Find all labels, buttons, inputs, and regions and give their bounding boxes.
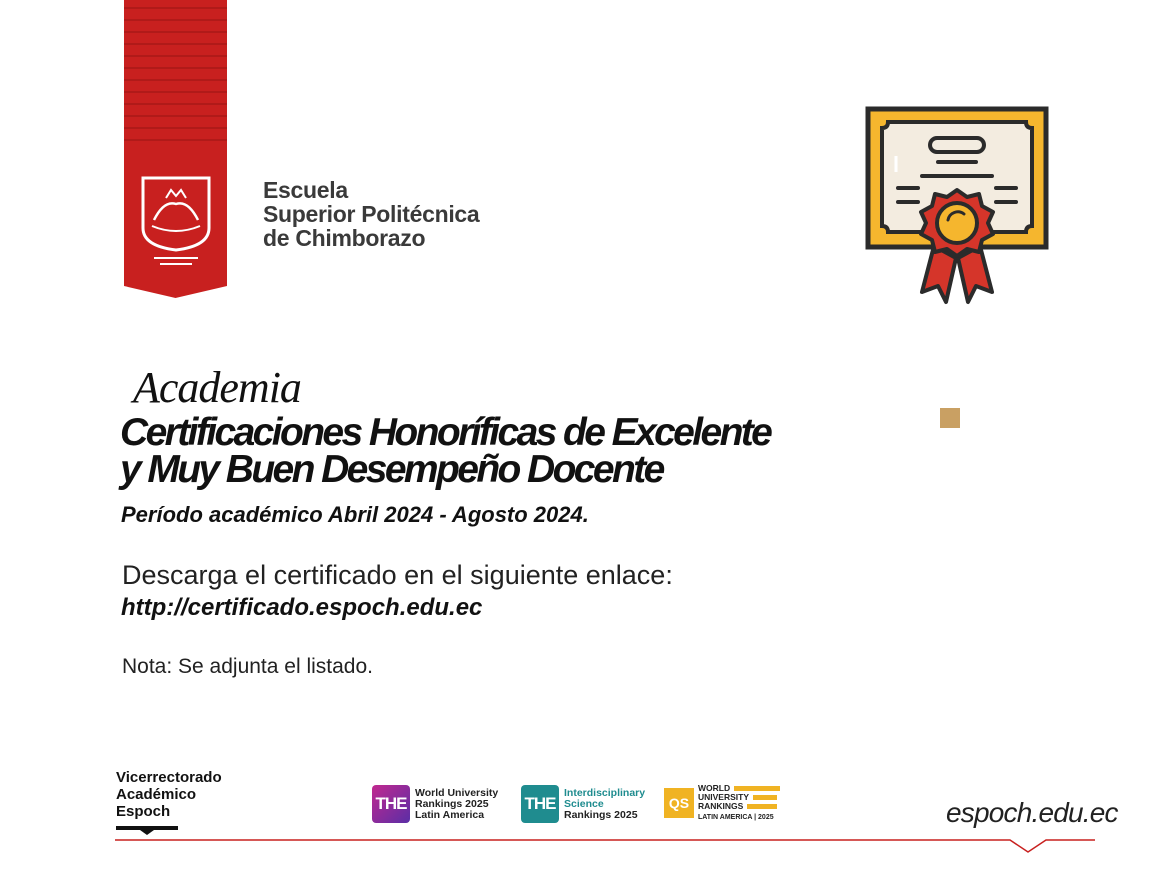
vicerrectorado-logo <box>116 769 222 820</box>
the-logo: THE <box>372 785 410 823</box>
the-interdisciplinary-ranking-badge <box>521 785 645 823</box>
ranking-text-line: Interdisciplinary <box>564 786 646 799</box>
ranking-text-line: RANKINGS <box>698 801 744 811</box>
vicerrectorado-line: Académico <box>116 786 197 803</box>
qs-ranking-badge <box>664 784 780 822</box>
academic-period: Período académico Abril 2024 - Agosto 2024. <box>121 502 589 527</box>
page-title <box>120 411 771 491</box>
school-name-line: Superior Politécnica <box>263 201 480 227</box>
ranking-text-line: WORLD <box>698 783 731 793</box>
espoch-ribbon-logo <box>124 0 227 298</box>
download-instructions: Descarga el certificado en el siguiente enlace: <box>122 560 673 590</box>
school-name-line: de Chimborazo <box>263 225 426 251</box>
ranking-text-line: UNIVERSITY <box>698 792 750 802</box>
ranking-text-line: Latin America <box>415 808 485 821</box>
certificate-link[interactable]: http://certificado.espoch.edu.ec <box>121 594 483 621</box>
the-logo: THE <box>521 785 559 823</box>
ranking-text-line: Rankings 2025 <box>415 797 489 810</box>
qs-logo: QS <box>664 788 694 818</box>
vicerrectorado-line: Espoch <box>116 803 171 820</box>
section-kicker: Academia <box>133 363 301 412</box>
note-text: Nota: Se adjunta el listado. <box>122 655 373 678</box>
the-latin-america-ranking-badge <box>372 785 498 823</box>
ranking-text-line: World University <box>415 786 499 799</box>
website-link[interactable]: espoch.edu.ec <box>946 797 1118 828</box>
ranking-text-line: Science <box>564 797 604 810</box>
qs-bar <box>753 795 777 800</box>
vicerrectorado-line: Vicerrectorado <box>116 769 222 786</box>
ranking-text-line: LATIN AMERICA | 2025 <box>698 814 774 821</box>
qs-bar <box>747 804 777 809</box>
ranking-text-line: Rankings 2025 <box>564 808 638 821</box>
school-name-line: Escuela <box>263 177 348 203</box>
school-name <box>263 178 563 250</box>
page-title-line: y Muy Buen Desempeño Docente <box>120 448 663 491</box>
certificate-icon <box>864 106 1052 306</box>
award-seal-icon <box>921 190 993 302</box>
qs-bar <box>734 786 780 791</box>
footer-divider <box>115 830 1095 856</box>
page-title-line: Certificaciones Honoríficas de Excelente <box>120 411 771 454</box>
accent-square <box>940 408 960 428</box>
